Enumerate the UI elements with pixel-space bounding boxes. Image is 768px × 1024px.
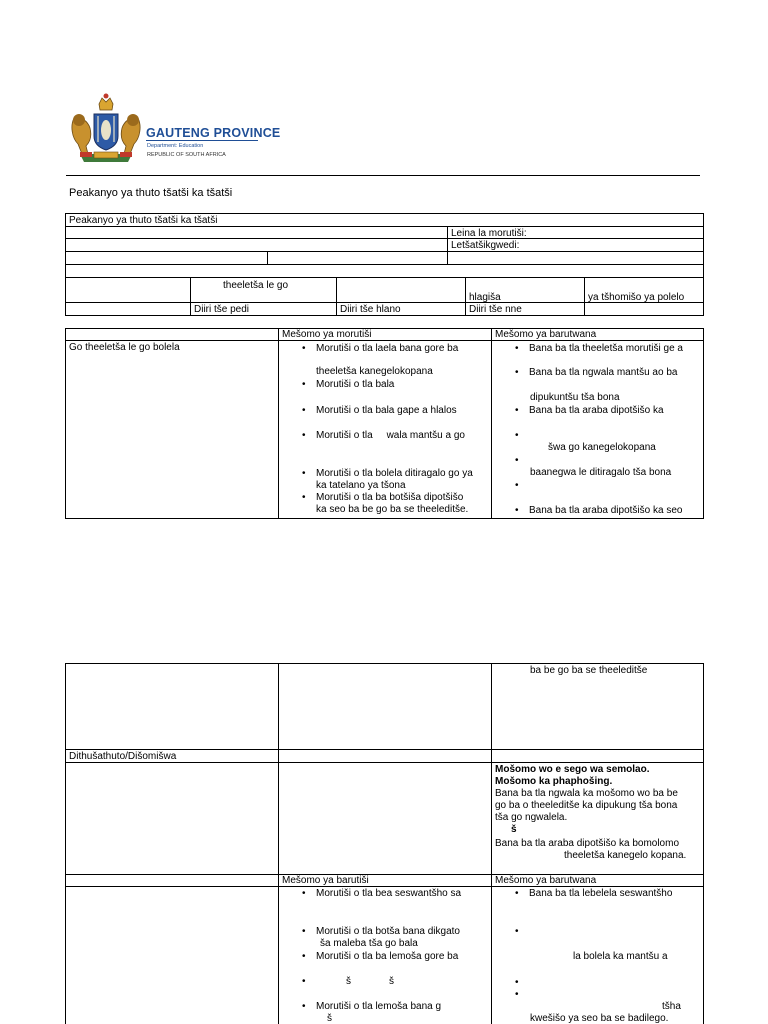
homework-title-informal: Mošomo wo e sego wa semolao. — [495, 764, 650, 775]
list-item: • Bana ba tla lebelela seswantšho — [515, 888, 673, 899]
list-item: kwešišo ya seo ba se badilego. — [530, 1013, 669, 1024]
list-item: šwa go kanegelokopana — [548, 442, 656, 453]
list-item: • — [515, 926, 519, 937]
homework-line: tša go ngwalela. — [495, 812, 568, 823]
list-item: ka tatelano ya tšona — [316, 480, 406, 491]
logo-title: GAUTENG PROVINCE — [146, 126, 281, 140]
list-item: baanegwa le ditiragalo tša bona — [530, 467, 672, 478]
list-item: • Bana ba tla theeletša morutiši ge a — [515, 343, 683, 354]
list-item: • Bana ba tla araba dipotšišo ka — [515, 405, 664, 416]
date-label: Letšatšikgwedi: — [451, 240, 520, 251]
list-item: • Bana ba tla araba dipotšišo ka seo — [515, 505, 683, 516]
list-item: • Morutiši o tla wala mantšu a go — [302, 430, 465, 441]
list-item: • Morutiši o tla botša bana dikgato — [302, 926, 460, 937]
logo-department: Department: Education — [147, 143, 204, 149]
info-row-title: Peakanyo ya thuto tšatši ka tšatši — [69, 215, 218, 226]
resources-label: Dithušathuto/Dišomišwa — [69, 751, 177, 762]
list-item: • — [515, 480, 519, 491]
homework-line: go ba o theeleditše ka dipukung tša bona — [495, 800, 678, 811]
list-item: š — [327, 1013, 332, 1024]
list-item: • Morutiši o tla bolela ditiragalo go ya — [302, 468, 473, 479]
logo-republic: REPUBLIC OF SOUTH AFRICA — [147, 152, 226, 158]
homework-line: š — [511, 824, 517, 835]
list-item: • — [515, 989, 519, 1000]
skill-listening: theeletša le go — [223, 280, 289, 291]
homework-title-classwork: Mošomo ka phaphošing. — [495, 776, 613, 787]
skill-language-use: ya tšhomišo ya polelo — [588, 292, 685, 303]
teacher-name-label: Leina la morutiši: — [451, 228, 527, 239]
list-item: tšha — [662, 1001, 681, 1012]
list-item: • Morutiši o tla bala — [302, 379, 395, 390]
list-item: • — [515, 455, 519, 466]
time-two-hours: Diiri tše pedi — [194, 304, 250, 315]
list-item: • Morutiši o tla ba lemoša gore ba — [302, 951, 459, 962]
list-item: theeletša kanegelokopana — [316, 366, 433, 377]
homework-line: theeletša kanegelo kopana. — [564, 850, 687, 861]
learner-activities-heading-2: Mešomo ya barutwana — [495, 875, 597, 886]
time-four-hours: Diiri tše nne — [469, 304, 522, 315]
homework-line: Bana ba tla ngwala ka mošomo wo ba be — [495, 788, 678, 799]
list-item: • š š — [302, 976, 394, 987]
list-item: • — [515, 977, 519, 988]
section-listening-speaking: Go theeletša le go bolela — [69, 342, 180, 353]
teacher-activities-heading: Mešomo ya morutiši — [282, 329, 372, 340]
document-title: Peakanyo ya thuto tšatši ka tšatši — [69, 187, 233, 199]
list-item: ka seo ba be go ba se theeleditše. — [316, 504, 469, 515]
list-item: la bolela ka mantšu a — [573, 951, 668, 962]
coat-of-arms-icon — [68, 92, 144, 164]
list-item: • Bana ba tla ngwala mantšu ao ba — [515, 367, 678, 378]
list-item: • Morutiši o tla ba botšiša dipotšišo — [302, 492, 464, 503]
learner-activities-heading: Mešomo ya barutwana — [495, 329, 597, 340]
header-rule — [66, 175, 700, 176]
teacher-activities-heading-2: Mešomo ya barutiši — [282, 875, 369, 886]
list-item: • — [515, 430, 519, 441]
logo-divider — [146, 140, 258, 141]
skill-presenting: hlagiša — [469, 292, 501, 303]
list-item: ša maleba tša go bala — [320, 938, 418, 949]
list-item: • Morutiši o tla lemoša bana g — [302, 1001, 442, 1012]
list-item: dipukuntšu tša bona — [530, 392, 620, 403]
time-five-hours: Diiri tše hlano — [340, 304, 401, 315]
continued-text: ba be go ba se theeleditše — [530, 665, 648, 676]
list-item: • Morutiši o tla bea seswantšho sa — [302, 888, 462, 899]
list-item: • Morutiši o tla bala gape a hlalos — [302, 405, 457, 416]
list-item: • Morutiši o tla laela bana gore ba — [302, 343, 459, 354]
homework-line: Bana ba tla araba dipotšišo ka bomolomo — [495, 838, 680, 849]
